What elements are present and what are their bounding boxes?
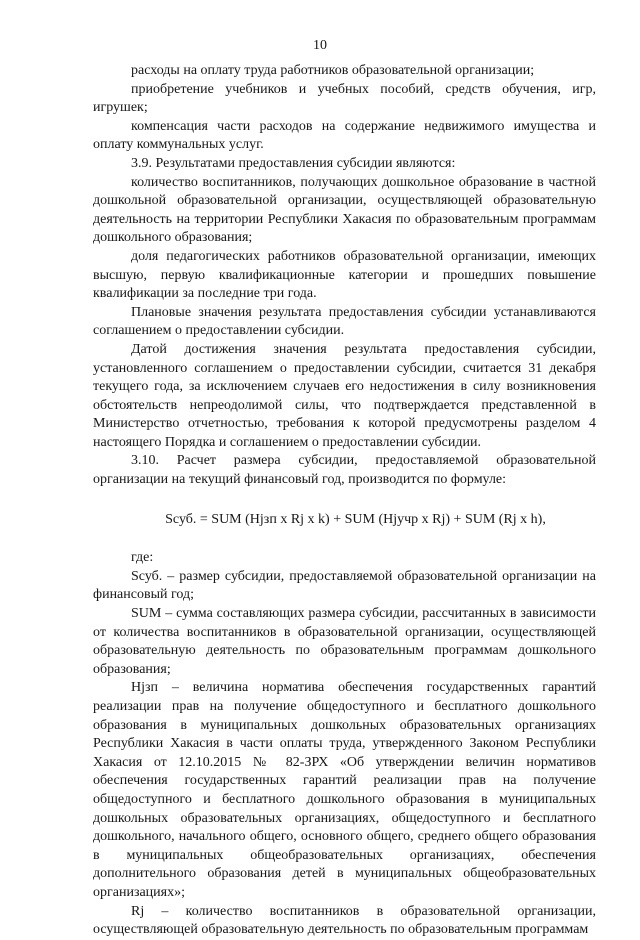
paragraph-teacher-share: доля педагогических работников образовательной организации, имеющих высшую, первую квалификационные категории и прошедших повышение квалификации за последние три года. — [93, 248, 596, 302]
paragraph-compensation: компенсация части расходов на содержание недвижимого имущества и оплату коммунальных услуг. — [93, 118, 596, 153]
subsidy-formula: Sсуб. = SUM (Hjзп x Rj x k) + SUM (Hjучр x Rj) + SUM (Rj x h), — [165, 511, 546, 527]
definition-rj: Rj – количество воспитанников в образовательной организации, осуществляющей образовательную деятельность по образовательным программам — [93, 903, 596, 938]
paragraph-pupil-count: количество воспитанников, получающих дошкольное образование в частной дошкольной образовательной организации, осуществляющей образовательную деятельность на территории Республики Хакасия по образовательным программам дошкольного образования; — [93, 174, 596, 246]
definition-sum: SUM – сумма составляющих размера субсидии, рассчитанных в зависимости от количества воспитанников в образовательной организации, осуществляющей образовательную деятельность по образовательным программам дошкольного образования; — [93, 606, 596, 677]
paragraph-textbooks: приобретение учебников и учебных пособий, средств обучения, игр, игрушек; — [93, 81, 596, 116]
definition-s-sub: Sсуб. – размер субсидии, предоставляемой образовательной организации на финансовый год; — [93, 568, 596, 603]
section-3-9-heading: 3.9. Результатами предоставления субсидии являются: — [131, 155, 456, 171]
paragraph-achievement-date: Датой достижения значения результата предоставления субсидии, установленного соглашением о предоставлении субсидии, считается 31 декабря текущего года, за исключением случаев его недостижения в силу возникновения обстоятельств непреодолимой силы, что подтверждается представленной в Министерство отчетностью, требования к которой предусмотрены разделом 4 настоящего Порядка и соглашением о предоставлении субсидии. — [93, 341, 596, 450]
page-number: 10 — [313, 38, 327, 53]
definition-hj-zp: Hjзп – величина норматива обеспечения государственных гарантий реализации прав на получение общедоступного и бесплатного дошкольного образования в муниципальных дошкольных образовательных организациях Республики Хакасия в части оплаты труда, утвержденного Законом Республики Хакасия от 12.10.2015 № 82-ЗРХ «Об утверждении величин нормативов обеспечения государственных гарантий реализации прав на получение общедоступного и бесплатного дошкольного образования в муниципальных дошкольных образовательных организациях, общедоступного и бесплатного дошкольного, начального общего, основного общего, среднего общего образования в муниципальных общеобразовательных организациях, обеспечения дополнительного образования детей в муниципальных общеобразовательных организациях»; — [93, 680, 596, 900]
paragraph-planned-values: Плановые значения результата предоставления субсидии устанавливаются соглашением о предоставлении субсидии. — [93, 304, 596, 339]
paragraph-labor-costs: расходы на оплату труда работников образовательной организации; — [131, 63, 535, 78]
section-3-10-calculation: 3.10. Расчет размера субсидии, предоставляемой образовательной организации на текущий финансовый год, производится по формуле: — [93, 453, 596, 488]
document-body — [93, 62, 596, 940]
definition-where: где: — [131, 550, 154, 566]
